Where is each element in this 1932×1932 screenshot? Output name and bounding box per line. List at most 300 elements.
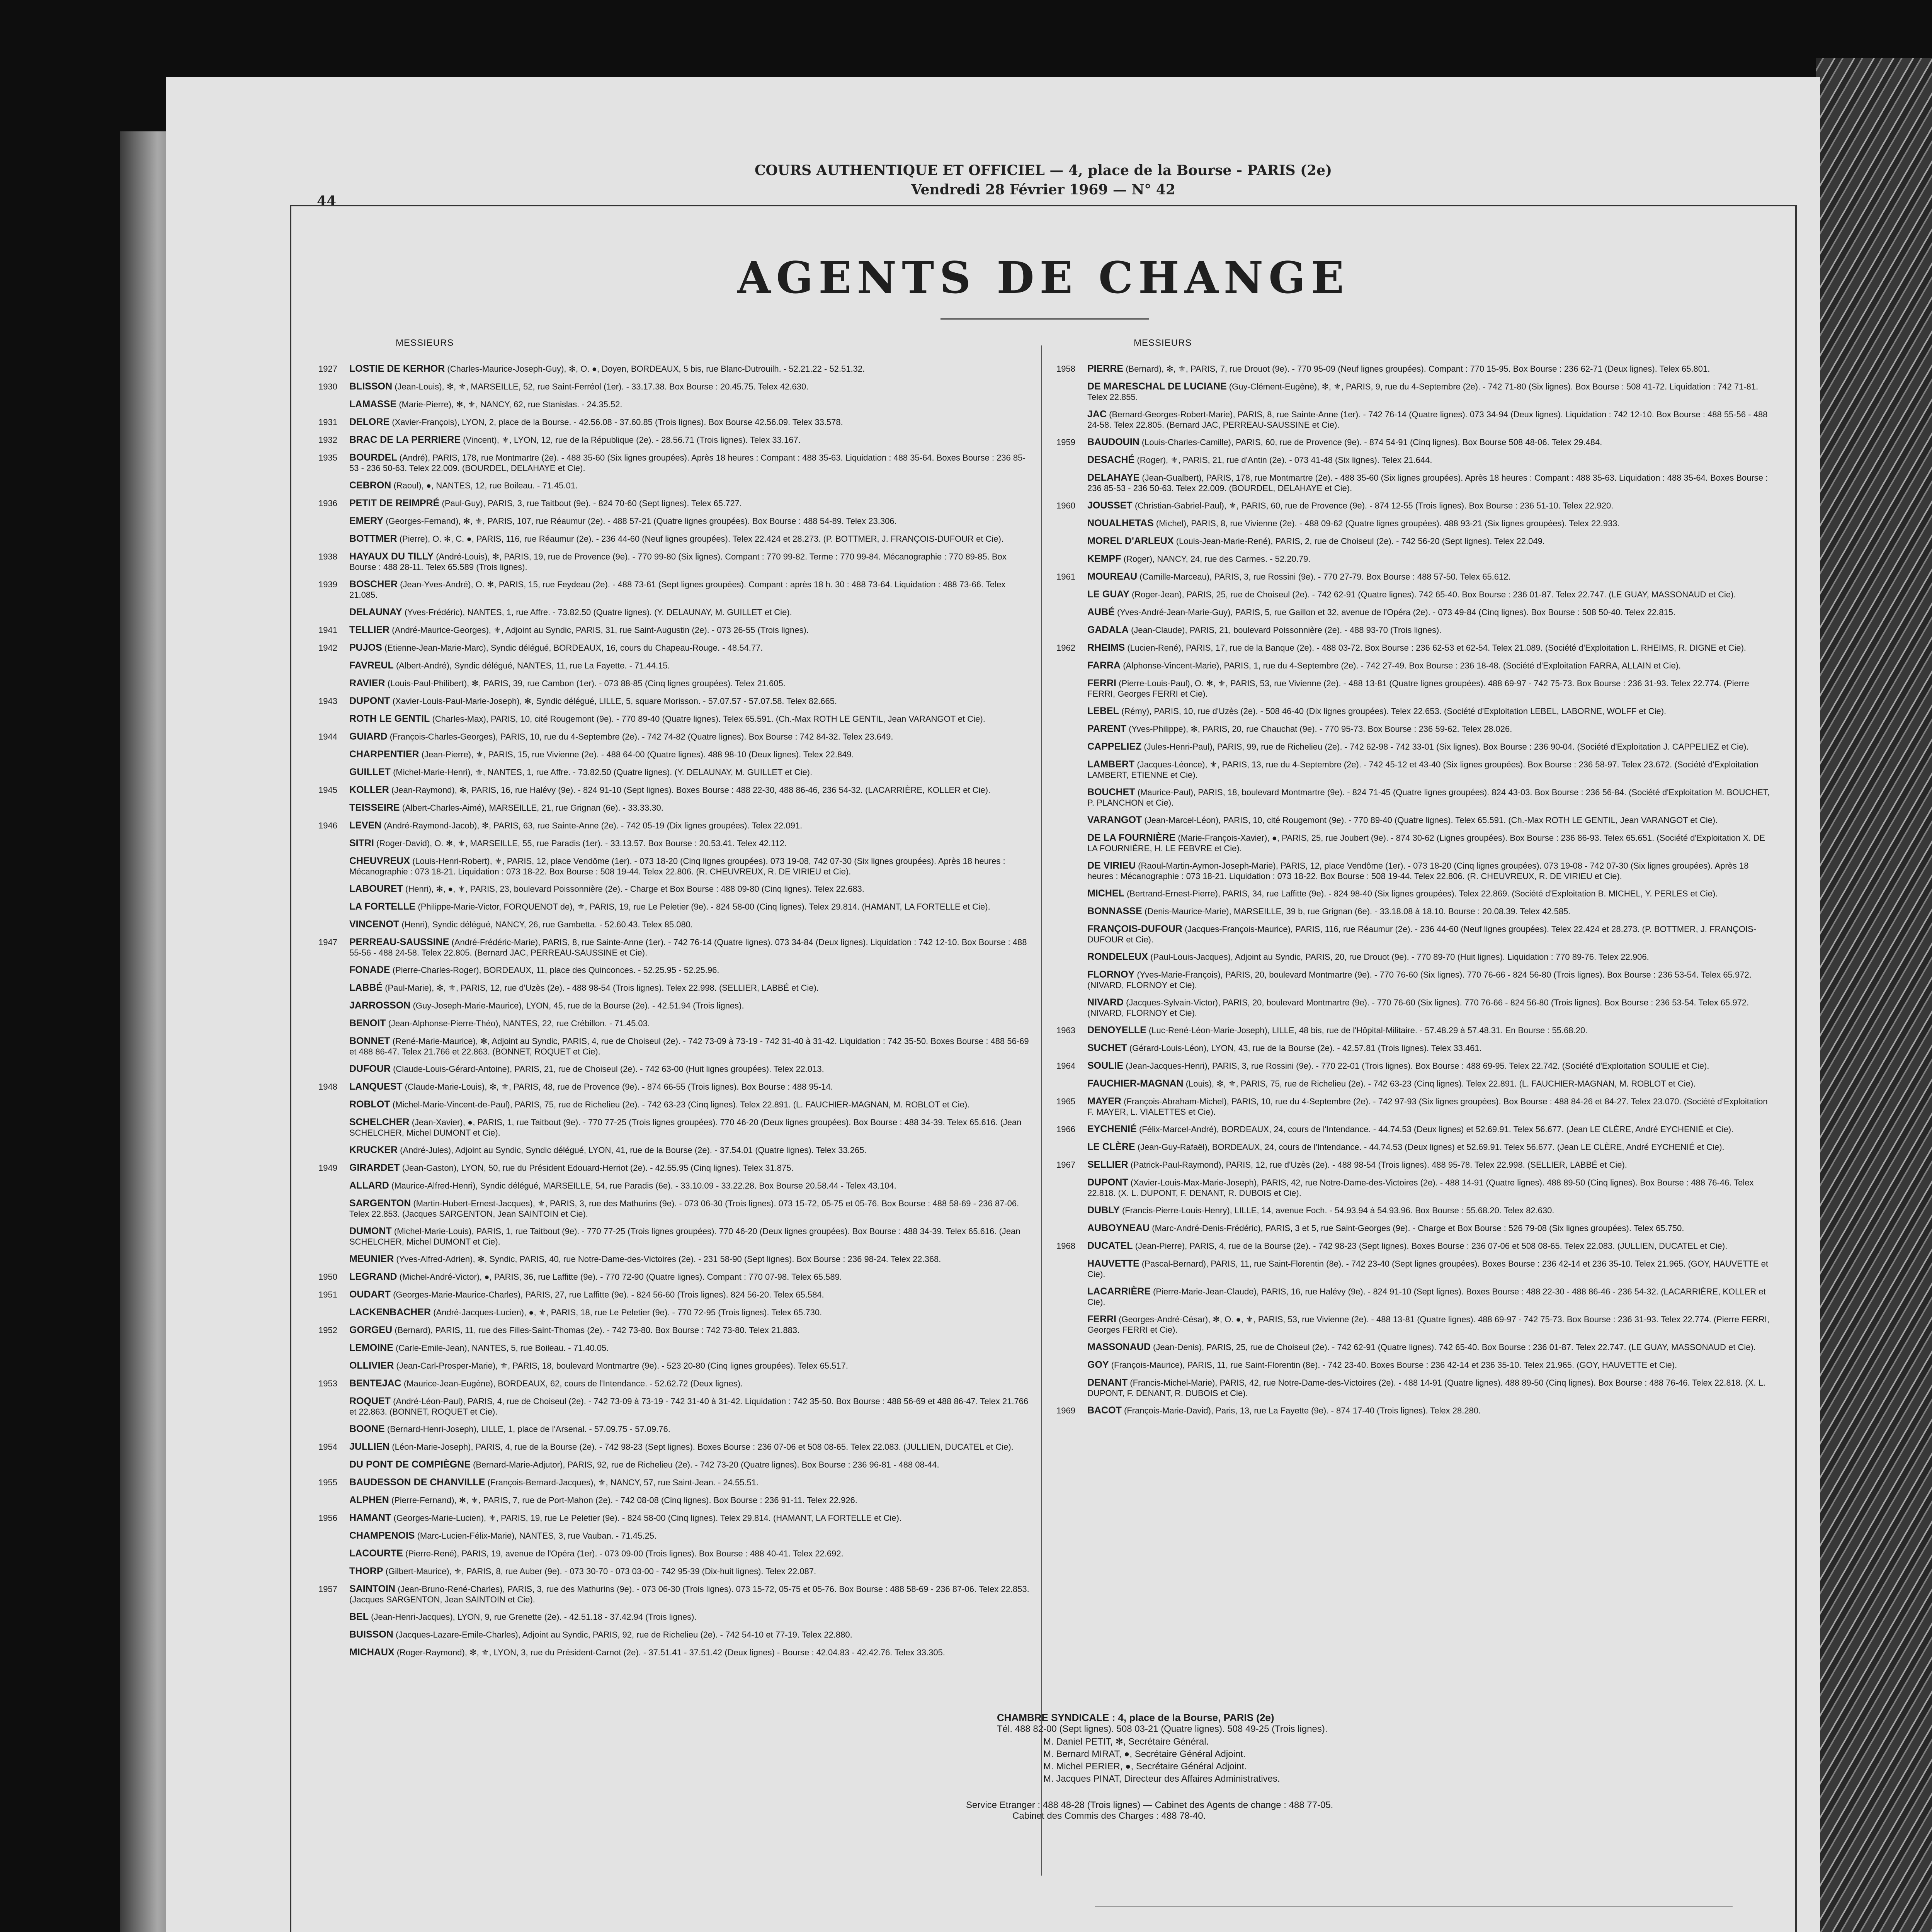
agent-name: VINCENOT bbox=[349, 919, 400, 930]
entry-text bbox=[349, 533, 1033, 544]
entry-text bbox=[1087, 787, 1771, 808]
agent-name: MEUNIER bbox=[349, 1253, 394, 1264]
entry-text bbox=[1087, 706, 1771, 717]
agent-entry bbox=[1056, 1286, 1771, 1307]
agent-detail: (Pierre-Louis-Paul), O. ✻, ⚜, PARIS, 53, rue Vivienne (2e). - 488 13-81 (Quatre lignes groupées). 488 69-97 - 742 75-73. Box Bourse : 236 31-93. Telex 22.774. (Pierre FERRI, Georges FERRI et Cie). bbox=[1087, 679, 1749, 699]
agent-entry bbox=[1056, 678, 1771, 699]
agent-entry bbox=[1056, 1258, 1771, 1279]
agent-name: LAMBERT bbox=[1087, 759, 1135, 770]
entry-text bbox=[349, 784, 1033, 796]
entry-year bbox=[1056, 1359, 1087, 1371]
agent-detail: (Maurice-Jean-Eugène), BORDEAUX, 62, cours de l'Intendance. - 52.62.72 (Deux lignes). bbox=[403, 1379, 743, 1388]
entry-text bbox=[1087, 969, 1771, 990]
header-line-publication: COURS AUTHENTIQUE ET OFFICIEL — 4, place de la Bourse - PARIS (2e) bbox=[754, 162, 1332, 179]
agent-entry bbox=[318, 696, 1033, 707]
entry-year: 1959 bbox=[1056, 437, 1075, 447]
entry-year bbox=[1056, 589, 1087, 600]
entry-text bbox=[1087, 1314, 1771, 1335]
agent-entry bbox=[1056, 1314, 1771, 1335]
agent-entry bbox=[1056, 1141, 1771, 1153]
agent-entry bbox=[1056, 500, 1771, 511]
entry-text bbox=[1087, 500, 1771, 511]
entry-year bbox=[1056, 1043, 1087, 1054]
agent-detail: (Jacques-Lazare-Emile-Charles), Adjoint au Syndic, PARIS, 92, rue de Richelieu (2e). - 742 54-10 et 77-19. Telex 22.880. bbox=[396, 1630, 852, 1639]
agent-name: SAINTOIN bbox=[349, 1583, 395, 1594]
agent-entry bbox=[1056, 1060, 1771, 1071]
entry-year bbox=[318, 1036, 349, 1057]
agent-entry bbox=[1056, 1205, 1771, 1216]
entry-text bbox=[1087, 553, 1771, 565]
entry-text bbox=[349, 1018, 1033, 1029]
entry-text bbox=[1087, 454, 1771, 466]
entry-year bbox=[318, 1342, 349, 1354]
agent-entry bbox=[318, 1253, 1033, 1265]
entry-year bbox=[318, 1360, 349, 1371]
entry-text bbox=[1087, 536, 1771, 547]
agent-entry bbox=[1056, 1223, 1771, 1234]
agent-entry bbox=[318, 784, 1033, 796]
entry-text bbox=[349, 642, 1033, 653]
agent-detail: (Georges-Marie-Lucien), ⚜, PARIS, 19, rue Le Peletier (9e). - 824 58-00 (Cinq lignes). Telex 29.814. (HAMANT, LA FORTELLE et Cie). bbox=[393, 1513, 902, 1523]
agent-name: SUCHET bbox=[1087, 1043, 1127, 1053]
agent-entry bbox=[318, 1145, 1033, 1156]
agent-name: TELLIER bbox=[349, 624, 390, 635]
agent-entry bbox=[318, 937, 1033, 958]
agent-name: DE LA FOURNIÈRE bbox=[1087, 832, 1176, 843]
entry-year bbox=[1056, 1177, 1087, 1198]
agent-entry bbox=[318, 381, 1033, 392]
entry-year: 1954 bbox=[318, 1442, 337, 1452]
agent-entry bbox=[318, 480, 1033, 491]
agent-name: BAUDESSON DE CHANVILLE bbox=[349, 1477, 485, 1488]
agent-name: BRAC DE LA PERRIERE bbox=[349, 434, 461, 445]
agent-entry bbox=[318, 607, 1033, 618]
entry-year: 1945 bbox=[318, 785, 337, 795]
agent-entry bbox=[318, 498, 1033, 509]
entry-year: 1966 bbox=[1056, 1124, 1075, 1134]
agent-detail: (Jean-Louis), ✻, ⚜, MARSEILLE, 52, rue Saint-Ferréol (1er). - 33.17.38. Box Bourse : 20.45.75. Telex 42.630. bbox=[395, 382, 809, 391]
entry-text bbox=[1087, 1359, 1771, 1371]
agent-name: LEBEL bbox=[1087, 706, 1119, 716]
entry-text bbox=[1087, 381, 1771, 402]
agent-name: SARGENTON bbox=[349, 1198, 411, 1209]
agent-name: NIVARD bbox=[1087, 997, 1124, 1008]
agent-name: FAVREUL bbox=[349, 660, 394, 671]
agent-name: CHEUVREUX bbox=[349, 855, 410, 866]
agent-name: AUBÉ bbox=[1087, 607, 1115, 617]
entry-year: 1962 bbox=[1056, 643, 1075, 653]
entry-year bbox=[318, 1423, 349, 1435]
entry-text bbox=[349, 749, 1033, 760]
entry-year bbox=[318, 1495, 349, 1506]
entry-text bbox=[1087, 1405, 1771, 1416]
agent-entry bbox=[1056, 1078, 1771, 1089]
agent-detail: (Bernard-Georges-Robert-Marie), PARIS, 8, rue Sainte-Anne (1er). - 742 76-14 (Quatre lignes). 073 34-94 (Deux lignes). Liquidation : 742 12-10. Box Bourse : 488 55-56 - 488 24-58. Telex 22.805. (Bernard JAC, PERREAU-SAUSSINE et Cie). bbox=[1087, 410, 1768, 430]
entry-year bbox=[1056, 815, 1087, 826]
agent-entry bbox=[318, 1495, 1033, 1506]
entry-year: 1943 bbox=[318, 696, 337, 706]
agent-detail: (Léon-Marie-Joseph), PARIS, 4, rue de la Bourse (2e). - 742 98-23 (Sept lignes). Boxes Bourse : 236 07-06 et 508 08-65. Telex 22.083. (JULLIEN, DUCATEL et Cie). bbox=[392, 1442, 1014, 1452]
agent-name: SOULIE bbox=[1087, 1060, 1124, 1071]
entry-year bbox=[318, 749, 349, 760]
agent-entry bbox=[318, 1360, 1033, 1371]
entry-year bbox=[318, 1099, 349, 1110]
agent-name: OUDART bbox=[349, 1289, 391, 1300]
agent-name: ROBLOT bbox=[349, 1099, 390, 1110]
agent-entry bbox=[318, 417, 1033, 428]
entry-text bbox=[349, 1512, 1033, 1524]
entry-year bbox=[1056, 1377, 1087, 1398]
agent-detail: (Henri), Syndic délégué, NANCY, 26, rue Gambetta. - 52.60.43. Telex 85.080. bbox=[401, 920, 693, 929]
agent-entry bbox=[1056, 969, 1771, 990]
entry-year bbox=[1056, 518, 1087, 529]
agent-detail: (Camille-Marceau), PARIS, 3, rue Rossini (9e). - 770 27-79. Box Bourse : 488 57-50. Telex 65.612. bbox=[1139, 572, 1511, 582]
agent-entry bbox=[1056, 997, 1771, 1018]
agent-detail: (Francis-Pierre-Louis-Henry), LILLE, 14, avenue Foch. - 54.93.94 à 54.93.96. Box Bourse : 55.68.20. Telex 82.630. bbox=[1122, 1206, 1554, 1215]
agent-detail: (Etienne-Jean-Marie-Marc), Syndic délégué, BORDEAUX, 16, cours du Chapeau-Rouge. - 48.54.77. bbox=[384, 643, 763, 653]
agent-entry bbox=[318, 1018, 1033, 1029]
agent-entry bbox=[318, 515, 1033, 527]
agent-name: MOUREAU bbox=[1087, 571, 1138, 582]
agent-name: JOUSSET bbox=[1087, 500, 1133, 511]
entry-text bbox=[1087, 1377, 1771, 1398]
entry-year bbox=[1056, 997, 1087, 1018]
agent-entry bbox=[318, 1459, 1033, 1470]
entry-text bbox=[349, 1162, 1033, 1173]
agent-name: PUJOS bbox=[349, 642, 382, 653]
agent-entry bbox=[318, 802, 1033, 813]
entry-year bbox=[318, 1180, 349, 1191]
entry-text bbox=[349, 1000, 1033, 1011]
agent-detail: (Jean-Henri-Jacques), LYON, 9, rue Grenette (2e). - 42.51.18 - 37.42.94 (Trois lignes). bbox=[371, 1612, 697, 1622]
agent-detail: (Michel-André-Victor), ●, PARIS, 36, rue Laffitte (9e). - 770 72-90 (Quatre lignes). Compant : 770 07-98. Telex 65.589. bbox=[399, 1272, 842, 1282]
agent-name: DUPONT bbox=[1087, 1177, 1128, 1188]
entry-year bbox=[1056, 906, 1087, 917]
agent-entry bbox=[318, 1000, 1033, 1011]
entry-text bbox=[349, 883, 1033, 895]
agent-name: MICHEL bbox=[1087, 888, 1124, 899]
entry-text bbox=[349, 515, 1033, 527]
entry-year bbox=[318, 1253, 349, 1265]
entry-text bbox=[1087, 741, 1771, 752]
page-header bbox=[560, 162, 1526, 198]
agent-name: VARANGOT bbox=[1087, 815, 1142, 825]
entry-text bbox=[349, 1271, 1033, 1282]
entry-year: 1944 bbox=[318, 732, 337, 742]
agent-name: THORP bbox=[349, 1566, 383, 1577]
agent-name: DUBLY bbox=[1087, 1205, 1120, 1216]
agent-detail: (Bernard-Marie-Adjutor), PARIS, 92, rue de Richelieu (2e). - 742 73-20 (Quatre lignes). Box Bourse : 236 96-81 - 488 08-44. bbox=[473, 1460, 939, 1469]
entry-year: 1947 bbox=[318, 937, 337, 947]
agent-name: KEMPF bbox=[1087, 553, 1121, 564]
agent-name: EMERY bbox=[349, 515, 383, 526]
agent-name: RHEIMS bbox=[1087, 642, 1125, 653]
entry-text bbox=[1087, 832, 1771, 854]
agent-detail: (Christian-Gabriel-Paul), ⚜, PARIS, 60, rue de Provence (9e). - 874 12-55 (Trois lignes). Box Bourse : 236 51-10. Telex 22.920. bbox=[1134, 501, 1614, 510]
entry-year: 1936 bbox=[318, 498, 337, 508]
agent-entry bbox=[1056, 1405, 1771, 1416]
agent-detail: (Francis-Michel-Marie), PARIS, 42, rue Notre-Dame-des-Victoires (2e). - 488 14-91 (Quatre lignes). 488 89-50 (Cinq lignes). Box Bourse : 488 76-46. Telex 22.818. (X. L. DUPONT, F. DENANT, R. DUBOIS et Cie). bbox=[1087, 1378, 1765, 1398]
agent-detail: (Bernard), ✻, ⚜, PARIS, 7, rue Drouot (9e). - 770 95-09 (Neuf lignes groupées). Compant : 770 15-95. Box Bourse : 236 62-71 (Deux lignes). Telex 65.801. bbox=[1126, 364, 1710, 374]
entry-text bbox=[1087, 1342, 1771, 1353]
agent-detail: (Michel-Marie-Louis), PARIS, 1, rue Taitbout (9e). - 770 77-25 (Trois lignes groupées). 770 46-20 (Deux lignes groupées). Box Bourse : 488 34-39. Telex 65.616. (Jean SCHELCHER, Michel DUMONT et Cie). bbox=[349, 1226, 1020, 1247]
agent-entry bbox=[318, 964, 1033, 976]
entry-text bbox=[349, 820, 1033, 831]
entry-year bbox=[318, 1566, 349, 1577]
entry-year bbox=[318, 767, 349, 778]
entry-year bbox=[318, 678, 349, 689]
agent-name: DESACHÉ bbox=[1087, 454, 1135, 465]
agent-detail: (Marc-Lucien-Félix-Marie), NANTES, 3, rue Vauban. - 71.45.25. bbox=[417, 1531, 657, 1541]
agent-name: DUPONT bbox=[349, 696, 390, 706]
entry-text bbox=[1087, 888, 1771, 899]
agent-name: DE VIRIEU bbox=[1087, 860, 1136, 871]
entry-text bbox=[1087, 997, 1771, 1018]
agent-detail: (André-Raymond-Jacob), ✻, PARIS, 63, rue Sainte-Anne (2e). - 742 05-19 (Dix lignes groupées). Telex 22.091. bbox=[384, 821, 803, 830]
agent-detail: (Yves-Alfred-Adrien), ✻, Syndic, PARIS, 40, rue Notre-Dame-des-Victoires (2e). - 231 58-90 (Sept lignes). Box Bourse : 236 98-24. Telex 22.368. bbox=[396, 1254, 941, 1264]
entry-year bbox=[318, 1226, 349, 1247]
book-spine-edge bbox=[120, 131, 174, 1932]
entry-text bbox=[349, 480, 1033, 491]
entry-year bbox=[1056, 1141, 1087, 1153]
agent-detail: (Albert-André), Syndic délégué, NANTES, 11, rue La Fayette. - 71.44.15. bbox=[396, 661, 670, 670]
agent-entry bbox=[318, 1271, 1033, 1282]
agent-detail: (Patrick-Paul-Raymond), PARIS, 12, rue d'Uzès (2e). - 488 98-54 (Trois lignes). 488 95-78. Telex 22.998. (SELLIER, LABBÉ et Cie). bbox=[1130, 1160, 1627, 1170]
agent-name: GUIARD bbox=[349, 731, 388, 742]
entry-year: 1964 bbox=[1056, 1061, 1075, 1071]
entry-year: 1956 bbox=[318, 1513, 337, 1523]
entry-text bbox=[349, 1396, 1033, 1417]
entry-text bbox=[1087, 1141, 1771, 1153]
agent-name: DELAHAYE bbox=[1087, 472, 1140, 483]
agent-name: GOY bbox=[1087, 1359, 1109, 1370]
content-frame bbox=[290, 205, 1797, 1932]
agent-detail: (Michel-Marie-Vincent-de-Paul), PARIS, 75, rue de Richelieu (2e). - 742 63-23 (Cinq lignes). Telex 22.891. (L. FAUCHIER-MAGNAN, M. ROBLOT et Cie). bbox=[392, 1100, 970, 1109]
entry-text bbox=[349, 964, 1033, 976]
agent-detail: (Jean-Carl-Prosper-Marie), ⚜, PARIS, 18, boulevard Montmartre (9e). - 523 20-80 (Cinq lignes groupées). Telex 65.517. bbox=[396, 1361, 848, 1371]
agent-entry bbox=[318, 579, 1033, 600]
entry-year: 1957 bbox=[318, 1584, 337, 1594]
page-number: 44 bbox=[317, 193, 337, 209]
agent-name: DUFOUR bbox=[349, 1063, 391, 1074]
agent-name: SELLIER bbox=[1087, 1159, 1128, 1170]
agent-detail: (Charles-Maurice-Joseph-Guy), ✻, O. ●, Doyen, BORDEAUX, 5 bis, rue Blanc-Dutrouilh. - 52.21.22 - 52.51.32. bbox=[447, 364, 865, 374]
agent-entry bbox=[1056, 906, 1771, 917]
agent-detail: (Xavier-Louis-Max-Marie-Joseph), PARIS, 42, rue Notre-Dame-des-Victoires (2e). - 488 14-91 (Quatre lignes). 488 89-50 (Cinq lignes). Box Bourse : 488 76-46. Telex 22.818. (X. L. DUPONT, F. DENANT, R. DUBOIS et Cie). bbox=[1087, 1178, 1754, 1198]
entry-text bbox=[1087, 624, 1771, 636]
entry-text bbox=[349, 1307, 1033, 1318]
agent-entry bbox=[1056, 363, 1771, 374]
agent-detail: (Jean-Claude), PARIS, 21, boulevard Poissonnière (2e). - 488 93-70 (Trois lignes). bbox=[1131, 625, 1442, 635]
entry-text bbox=[1087, 1258, 1771, 1279]
entry-year bbox=[1056, 536, 1087, 547]
entry-year bbox=[318, 1018, 349, 1029]
agent-name: HAYAUX DU TILLY bbox=[349, 551, 434, 562]
agent-detail: (Pierre), O. ✻, C. ●, PARIS, 116, rue Réaumur (2e). - 236 44-60 (Neuf lignes groupées). Telex 22.424 et 28.273. (P. BOTTMER, J. FRANÇOIS-DUFOUR et Cie). bbox=[399, 534, 1004, 544]
agent-detail: (Roger-Raymond), ✻, ⚜, LYON, 3, rue du Président-Carnot (2e). - 37.51.41 - 37.51.42 (Deux lignes) - Bourse : 42.04.83 - 42.42.76. Telex 33.305. bbox=[396, 1648, 945, 1657]
column-heading: MESSIEURS bbox=[396, 338, 454, 348]
agent-name: DE MARESCHAL DE LUCIANE bbox=[1087, 381, 1227, 392]
entry-year bbox=[1056, 888, 1087, 899]
agent-detail: (François-Charles-Georges), PARIS, 10, rue du 4-Septembre (2e). - 742 74-82 (Quatre lignes). Box Bourse : 742 84-32. Telex 23.649. bbox=[389, 732, 893, 742]
entry-year: 1938 bbox=[318, 552, 337, 561]
agent-entry bbox=[1056, 660, 1771, 671]
agent-name: RONDELEUX bbox=[1087, 951, 1148, 962]
agent-name: PIERRE bbox=[1087, 363, 1124, 374]
agent-detail: (François-Maurice), PARIS, 11, rue Saint-Florentin (8e). - 742 23-40. Boxes Bourse : 236 42-14 et 236 35-10. Telex 21.965. (GOY, HAUVETTE et Cie). bbox=[1111, 1360, 1677, 1370]
entry-text bbox=[349, 802, 1033, 813]
agent-detail: (Pierre-Charles-Roger), BORDEAUX, 11, place des Quinconces. - 52.25.95 - 52.25.96. bbox=[392, 965, 719, 975]
agent-name: FERRI bbox=[1087, 1314, 1116, 1325]
agent-entry bbox=[1056, 741, 1771, 752]
chambre-staff-3: M. Michel PERIER, ●, Secrétaire Général Adjoint. bbox=[1043, 1761, 1247, 1772]
entry-text bbox=[1087, 1177, 1771, 1198]
entry-text bbox=[349, 1530, 1033, 1541]
agent-name: LEMOINE bbox=[349, 1342, 393, 1353]
entry-text bbox=[349, 1145, 1033, 1156]
entry-text bbox=[1087, 363, 1771, 374]
agent-detail: (Martin-Hubert-Ernest-Jacques), ⚜, PARIS, 3, rue des Mathurins (9e). - 073 06-30 (Trois lignes). 073 15-72, 05-75 et 05-76. Box Bourse : 488 58-69 - 236 87-06. Telex 22.853. (Jacques SARGENTON, Jean SAINTOIN et Cie). bbox=[349, 1199, 1019, 1219]
entry-year: 1961 bbox=[1056, 572, 1075, 582]
agent-entry bbox=[1056, 454, 1771, 466]
agent-detail: (Jean-Alphonse-Pierre-Théo), NANTES, 22, rue Crébillon. - 71.45.03. bbox=[388, 1019, 650, 1028]
agent-detail: (Paul-Marie), ✻, ⚜, PARIS, 12, rue d'Uzès (2e). - 488 98-54 (Trois lignes). Telex 22.998. (SELLIER, LABBÉ et Cie). bbox=[385, 983, 819, 993]
agent-entry bbox=[318, 1036, 1033, 1057]
entry-text bbox=[349, 1378, 1033, 1389]
agent-name: PETIT DE REIMPRÉ bbox=[349, 498, 440, 509]
agent-entry bbox=[318, 1099, 1033, 1110]
agent-name: DELORE bbox=[349, 417, 390, 427]
agent-entry bbox=[318, 1396, 1033, 1417]
entry-year: 1931 bbox=[318, 417, 337, 427]
entry-year bbox=[318, 1629, 349, 1640]
agent-entry bbox=[318, 434, 1033, 446]
agent-detail: (Louis), ✻, ⚜, PARIS, 75, rue de Richelieu (2e). - 742 63-23 (Cinq lignes). Telex 22.891. (L. FAUCHIER-MAGNAN, M. ROBLOT et Cie). bbox=[1185, 1079, 1696, 1088]
entry-year bbox=[318, 1647, 349, 1658]
agent-detail: (Denis-Maurice-Marie), MARSEILLE, 39 b, rue Grignan (6e). - 33.18.08 à 18.10. Bourse : 20.08.39. Telex 42.585. bbox=[1144, 906, 1571, 916]
agent-entry bbox=[318, 1226, 1033, 1247]
agent-name: DUMONT bbox=[349, 1226, 392, 1236]
agent-detail: (Albert-Charles-Aimé), MARSEILLE, 21, rue Grignan (6e). - 33.33.30. bbox=[402, 803, 663, 813]
entry-text bbox=[349, 696, 1033, 707]
entry-text bbox=[1087, 923, 1771, 945]
agent-entry bbox=[318, 533, 1033, 544]
entry-text bbox=[349, 855, 1033, 877]
agent-name: FARRA bbox=[1087, 660, 1121, 671]
entry-year: 1951 bbox=[318, 1290, 337, 1299]
agent-name: MASSONAUD bbox=[1087, 1342, 1151, 1352]
agent-detail: (Raoul), ●, NANTES, 12, rue Boileau. - 71.45.01. bbox=[393, 481, 578, 490]
agent-entry bbox=[318, 624, 1033, 636]
agent-entry bbox=[1056, 1377, 1771, 1398]
agent-detail: (Jean-Bruno-René-Charles), PARIS, 3, rue des Mathurins (9e). - 073 06-30 (Trois lignes). 073 15-72, 05-75 et 05-76. Box Bourse : 488 58-69 - 236 87-06. Telex 22.853. (Jacques SARGENTON, Jean SAINTOIN et Cie). bbox=[349, 1584, 1029, 1604]
entry-text bbox=[349, 1548, 1033, 1559]
entry-text bbox=[349, 1180, 1033, 1191]
agent-detail: (Michel), PARIS, 8, rue Vivienne (2e). - 488 09-62 (Quatre lignes groupées). 488 93-21 (Six lignes groupées). Telex 22.933. bbox=[1156, 519, 1620, 528]
agent-entry bbox=[1056, 1177, 1771, 1198]
entry-year bbox=[318, 964, 349, 976]
agent-entry bbox=[318, 1566, 1033, 1577]
agent-name: SITRI bbox=[349, 838, 374, 849]
entry-year: 1963 bbox=[1056, 1026, 1075, 1035]
chambre-title: CHAMBRE SYNDICALE : 4, place de la Bourse, PARIS (2e) bbox=[997, 1712, 1274, 1723]
agent-entry bbox=[1056, 923, 1771, 945]
agent-list-left bbox=[318, 363, 1033, 1658]
agent-entry bbox=[1056, 815, 1771, 826]
agent-entry bbox=[318, 749, 1033, 760]
entry-text bbox=[349, 1495, 1033, 1506]
agent-entry bbox=[1056, 706, 1771, 717]
entry-text bbox=[349, 1342, 1033, 1354]
agent-entry bbox=[1056, 589, 1771, 600]
agent-detail: (André-Maurice-Georges), ⚜, Adjoint au Syndic, PARIS, 31, rue Saint-Augustin (2e). - 073 26-55 (Trois lignes). bbox=[392, 625, 809, 635]
agent-entry bbox=[318, 452, 1033, 473]
agent-entry bbox=[318, 1629, 1033, 1640]
agent-name: LACARRIÈRE bbox=[1087, 1286, 1151, 1297]
agent-entry bbox=[318, 1512, 1033, 1524]
agent-entry bbox=[318, 1081, 1033, 1092]
entry-text bbox=[349, 1360, 1033, 1371]
entry-text bbox=[349, 381, 1033, 392]
agent-detail: (Alphonse-Vincent-Marie), PARIS, 1, rue du 4-Septembre (2e). - 742 27-49. Box Bourse : 236 18-48. (Société d'Exploitation FARRA, ALLAIN et Cie). bbox=[1123, 661, 1681, 670]
entry-text bbox=[1087, 1223, 1771, 1234]
entry-text bbox=[349, 982, 1033, 993]
entry-text bbox=[349, 399, 1033, 410]
agent-detail: (Michel-Marie-Henri), ⚜, NANTES, 1, rue Affre. - 73.82.50 (Quatre lignes). (Y. DELAUNAY, M. GUILLET et Cie). bbox=[393, 767, 813, 777]
agent-name: EYCHENIÉ bbox=[1087, 1124, 1137, 1134]
entry-text bbox=[1087, 1043, 1771, 1054]
entry-text bbox=[349, 579, 1033, 600]
agent-detail: (Yves-Frédéric), NANTES, 1, rue Affre. - 73.82.50 (Quatre lignes). (Y. DELAUNAY, M. GUILLET et Cie). bbox=[404, 607, 792, 617]
entry-year: 1948 bbox=[318, 1082, 337, 1092]
agent-entry bbox=[1056, 1159, 1771, 1170]
entry-text bbox=[349, 767, 1033, 778]
agent-detail: (Pascal-Bernard), PARIS, 11, rue Saint-Florentin (8e). - 742 23-40 (Sept lignes groupées). Boxes Bourse : 236 42-14 et 236 35-10. Telex 21.965. (GOY, HAUVETTE et Cie). bbox=[1087, 1259, 1768, 1279]
agent-detail: (Jean-Pierre), PARIS, 4, rue de la Bourse (2e). - 742 98-23 (Sept lignes). Boxes Bourse : 236 07-06 et 508 08-65. Telex 22.083. (JULLIEN, DUCATEL et Cie). bbox=[1135, 1241, 1728, 1251]
marbled-page-edge bbox=[1816, 58, 1932, 1932]
agent-entry bbox=[1056, 536, 1771, 547]
agent-detail: (Félix-Marcel-André), BORDEAUX, 24, cours de l'Intendance. - 44.74.53 (Deux lignes) et 52.69.91. Telex 56.677. (Jean LE CLÈRE, André EYCHENIÉ et Cie). bbox=[1139, 1124, 1734, 1134]
left-column bbox=[318, 338, 1033, 1665]
entry-year bbox=[1056, 454, 1087, 466]
entry-year: 1927 bbox=[318, 364, 337, 374]
agent-entry bbox=[318, 1647, 1033, 1658]
agent-detail: (Pierre-René), PARIS, 19, avenue de l'Opéra (1er). - 073 09-00 (Trois lignes). Box Bourse : 488 40-41. Telex 22.692. bbox=[405, 1549, 844, 1558]
agent-detail: (Jacques-Léonce), ⚜, PARIS, 13, rue du 4-Septembre (2e). - 742 45-12 et 43-40 (Six lignes groupées). Box Bourse : 236 58-97. Telex 23.672. (Société d'Exploitation LAMBERT, ETIENNE et Cie). bbox=[1087, 760, 1759, 780]
agent-detail: (Jean-Jacques-Henri), PARIS, 3, rue Rossini (9e). - 770 22-01 (Trois lignes). Box Bourse : 488 69-95. Telex 22.742. (Société d'Exploitation SOULIE et Cie). bbox=[1126, 1061, 1709, 1071]
right-column bbox=[1056, 338, 1771, 1423]
agent-entry bbox=[318, 1477, 1033, 1488]
entry-year bbox=[1056, 553, 1087, 565]
agent-detail: (Jules-Henri-Paul), PARIS, 99, rue de Richelieu (2e). - 742 62-98 - 742 33-01 (Six lignes). Box Bourse : 236 90-04. (Société d'Exploitation J. CAPPELIEZ et Cie). bbox=[1144, 742, 1749, 752]
agent-entry bbox=[1056, 1096, 1771, 1117]
entry-text bbox=[1087, 409, 1771, 430]
entry-text bbox=[349, 1325, 1033, 1336]
agent-entry bbox=[1056, 888, 1771, 899]
agent-name: GADALA bbox=[1087, 624, 1129, 635]
agent-entry bbox=[1056, 553, 1771, 565]
entry-year bbox=[1056, 923, 1087, 945]
agent-detail: (Philippe-Marie-Victor, FORQUENOT de), ⚜, PARIS, 19, rue Le Peletier (9e). - 824 58-00 (Cinq lignes). Telex 29.814. (HAMANT, LA FORTELLE et Cie). bbox=[418, 902, 990, 912]
agent-name: DUCATEL bbox=[1087, 1240, 1133, 1251]
entry-year bbox=[318, 802, 349, 813]
agent-name: MOREL D'ARLEUX bbox=[1087, 536, 1174, 546]
agent-detail: (Claude-Marie-Louis), ✻, ⚜, PARIS, 48, rue de Provence (9e). - 874 66-55 (Trois lignes). Box Bourse : 488 95-14. bbox=[405, 1082, 833, 1092]
entry-year bbox=[1056, 607, 1087, 618]
agent-name: DELAUNAY bbox=[349, 607, 402, 617]
header-line-date: Vendredi 28 Février 1969 — N° 42 bbox=[911, 182, 1176, 198]
entry-text bbox=[349, 551, 1033, 572]
